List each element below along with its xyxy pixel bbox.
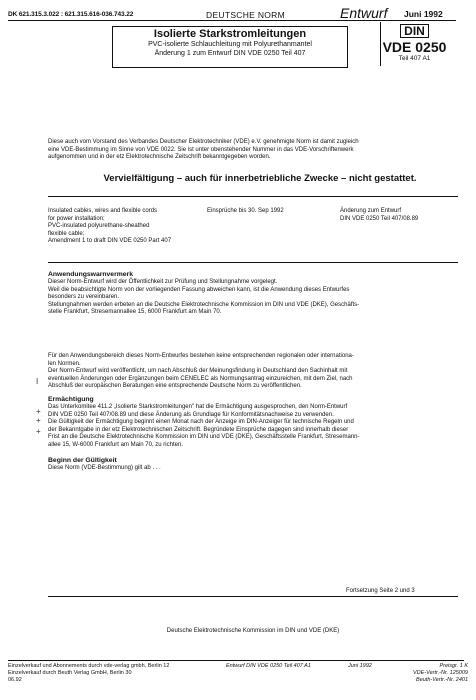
anwendung-line: Dieser Norm-Entwurf wird der Öffentlichkeit zur Prüfung und Stellungnahme vorgelegt.	[48, 279, 278, 285]
entwurf-label: Entwurf	[340, 5, 388, 21]
divider	[48, 196, 458, 197]
copy-notice: Vervielfältigung – auch für innerbetriebliche Zwecke – nicht gestattet.	[103, 173, 417, 184]
footer-left	[8, 663, 208, 684]
footer-date: Juni 1992	[348, 663, 372, 669]
intro-line: Diese auch vom Vorstand des Verbandes Deutscher Elektrotechniker (VDE) e.V. genehmigte Norm ist damit zugleich	[48, 139, 359, 145]
footer-left-line: Einzelverkauf durch Beuth Verlag GmbH, Berlin 30	[8, 670, 132, 676]
ermaechtigung-line: der Bekanntgabe in der etz Elektrotechnischen Zeitschrift. Begründete Einsprüche dagegen sind innerhalb dieser	[48, 426, 349, 433]
page-title: Isolierte Starkstromleitungen	[153, 28, 307, 40]
footer-right	[388, 663, 468, 684]
margin-mark: +	[36, 416, 41, 425]
aenderung-ref	[340, 208, 460, 223]
footer-left-line: Einzelverkauf und Abonnements durch vde-verlag gmbh, Berlin 12	[8, 663, 170, 669]
english-line: for power installation;	[48, 215, 105, 222]
anwendung-line: Weil die beabsichtigte Norm von der vorliegenden Fassung abweichen kann, ist die Anwendung dieses Entwurfes	[48, 286, 350, 293]
beuth-number: Beuth-Vertr.-Nr. 2401	[416, 677, 468, 683]
anwendung-line: besonders zu vereinbaren.	[48, 294, 120, 300]
aenderung-line: Änderung zum Entwurf	[340, 208, 402, 214]
din-logo: DIN	[400, 24, 429, 38]
english-line: Insulated cables, wires and flexible cords	[48, 208, 158, 214]
anwendung-section	[48, 271, 458, 317]
continuation-note: Fortsetzung Seite 2 und 3	[346, 588, 415, 594]
ermaechtigung-line: Das Unterkomitee 411.2 „Isolierte Starkstromleitungen" hat die Ermächtigung ausgesprochen, den Norm-Entwurf	[48, 404, 348, 410]
margin-mark: +	[36, 407, 41, 416]
norm-label: DEUTSCHE NORM	[206, 10, 285, 20]
din-part: Teil 407 A1	[398, 55, 431, 62]
footer-rule	[8, 660, 464, 661]
regional-line: len Normen.	[48, 360, 81, 367]
intro-line: eine VDE-Bestimmung im Sinne von VDE 0022. Sie ist unter obenstehender Nummer in das VDE-Vorschriftenwerk	[48, 146, 354, 153]
commission-name: Deutsche Elektrotechnische Kommission im DIN und VDE (DKE)	[166, 628, 340, 634]
price-group: Preisgr. 1 K	[439, 663, 468, 669]
din-block	[380, 22, 448, 66]
aenderung-line: DIN VDE 0250 Teil 407/08.89	[340, 215, 419, 222]
english-line: PVC-insulated polyurethane-sheathed	[48, 223, 150, 229]
title-box	[112, 26, 348, 68]
english-line: flexible cable;	[48, 230, 85, 237]
title-line-1: PVC-isolierte Schlauchleitung mit Polyurethanmantel	[148, 41, 312, 48]
regional-line: Für den Anwendungsbereich dieses Norm-Entwurfes bestehen keine entsprechenden regionalen oder internationa-	[48, 353, 354, 359]
din-number: VDE 0250	[382, 39, 447, 55]
ermaechtigung-heading: Ermächtigung	[48, 396, 94, 403]
regional-paragraph	[48, 353, 458, 391]
ermaechtigung-line: Frist an die Deutsche Elektrotechnische Kommission im DIN und VDE (DKE), Geschäftsstelle Frankfurt, Stresemann-	[48, 434, 360, 440]
header-rule	[8, 20, 456, 21]
beginn-heading: Beginn der Gültigkeit	[48, 457, 117, 464]
margin-mark: +	[36, 427, 41, 436]
regional-line: eventuellen Änderungen oder Ergänzungen beim CENELEC als Normungsantrag einzureichen, mit dem Ziel, nach	[48, 375, 353, 382]
anwendung-heading: Anwendungswarnvermerk	[48, 271, 133, 278]
regional-line: Der Norm-Entwurf wird veröffentlicht, um nach Abschluß der Meinungsfindung in Deutschland den Sachinhalt mit	[48, 368, 348, 374]
regional-line: Abschluß der europäischen Beratungen eine entsprechende Deutsche Norm zu veröffentlichen.	[48, 383, 302, 389]
title-line-2: Änderung 1 zum Entwurf DIN VDE 0250 Teil 407	[154, 49, 306, 57]
vde-number: VDE-Vertr.-Nr. 125009	[412, 670, 468, 676]
ermaechtigung-line: Die Gültigkeit der Ermächtigung beginnt einen Monat nach der Anzeige im DIN-Anzeiger für technische Regeln und	[48, 419, 354, 425]
issue-date: Juni 1992	[404, 9, 443, 19]
english-title	[48, 208, 198, 246]
footer-doc-id: Entwurf DIN VDE 0250 Teil 407 A1	[226, 663, 311, 669]
anwendung-line: stelle Frankfurt, Stresemannallee 15, 6000 Frankfurt am Main 70.	[48, 309, 222, 315]
ermaechtigung-line: DIN VDE 0250 Teil 407/08.89 und diese Änderung als Grundlage für Konformitätsnachweise zu verwenden.	[48, 411, 334, 418]
divider	[48, 262, 458, 263]
divider	[48, 596, 458, 597]
english-line: Amendment 1 to draft DIN VDE 0250 Part 407	[48, 238, 172, 244]
beginn-section	[48, 457, 458, 473]
intro-line: aufgenommen und in der etz Elektrotechnische Zeitschrift bekanntgegeben worden.	[48, 154, 271, 160]
footer-left-line: 06.92	[8, 677, 22, 683]
dk-number: DK 621.315.3.022 : 621.315.616-036.743.22	[8, 11, 134, 18]
einsprueche-deadline: Einsprüche bis 30. Sep 1992	[207, 208, 284, 214]
ermaechtigung-line: allee 15, W-6000 Frankfurt am Main 70, zu richten.	[48, 441, 183, 448]
ermaechtigung-section	[48, 396, 458, 449]
margin-mark: I	[36, 377, 39, 386]
beginn-text: Diese Norm (VDE-Bestimmung) gilt ab . . .	[48, 465, 161, 471]
intro-paragraph	[48, 139, 458, 162]
anwendung-line: Stellungnahmen werden erbeten an die Deutsche Elektrotechnische Kommission im DIN und VDE (DKE), Geschäfts-	[48, 301, 360, 308]
